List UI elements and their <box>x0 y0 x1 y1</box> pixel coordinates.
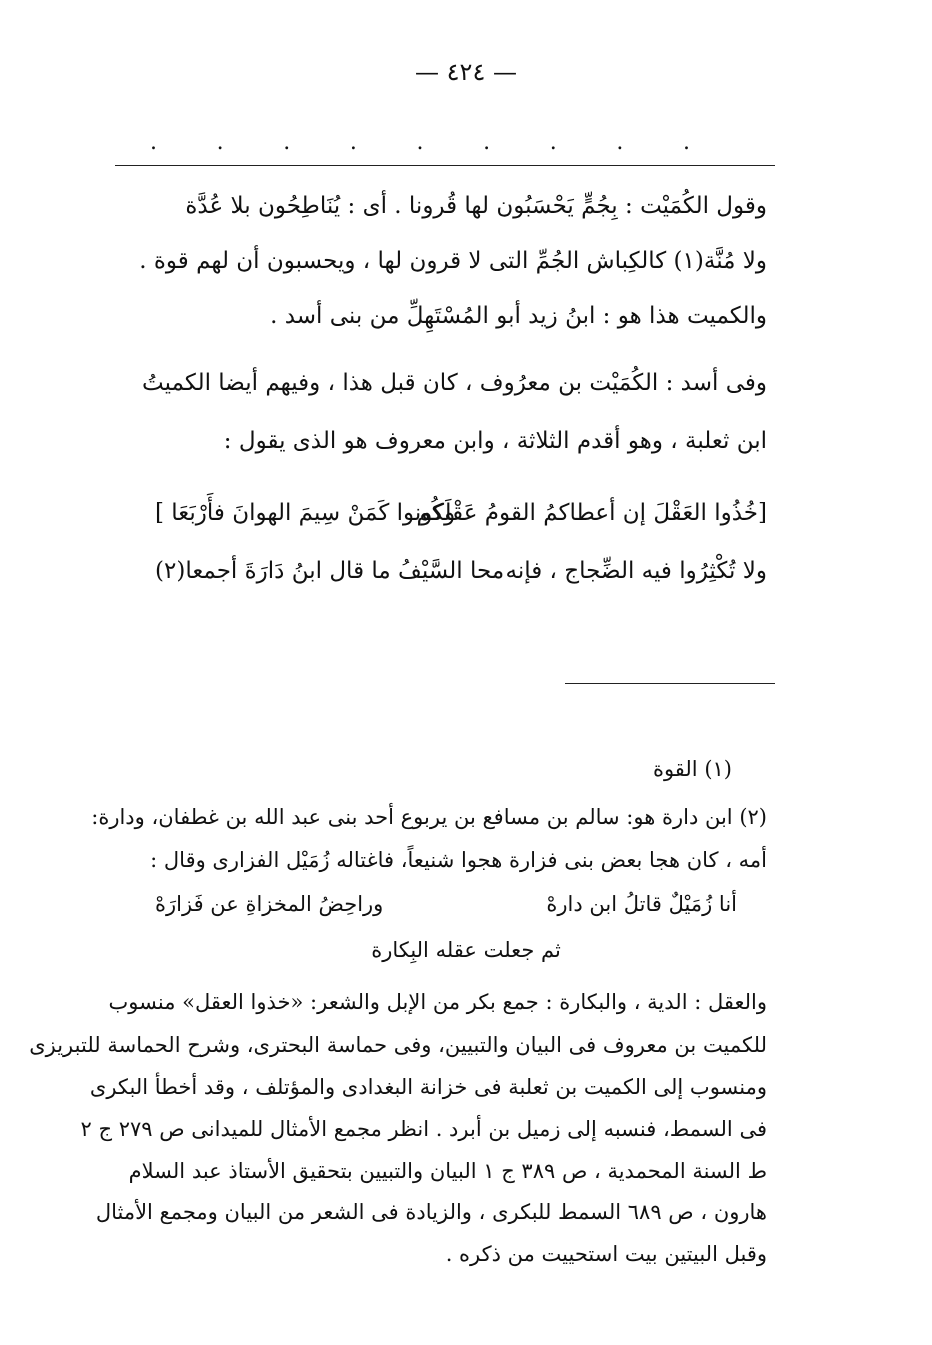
footnote-line: هارون ، ص ٦٨٩ السمط للبكرى ، والزيادة فى الشعر من البيان ومجمع الأمثال <box>95 1200 767 1224</box>
dot: . <box>216 130 224 155</box>
dot: . <box>483 130 491 155</box>
dot: . <box>150 130 157 155</box>
footnote-line: ط السنة المحمدية ، ص ٣٨٩ ج ١ البيان والتبيين بتحقيق الأستاذ عبد السلام <box>128 1159 767 1183</box>
body-line: والكميت هذا هو : ابنُ زيد أبو المُسْتَهِلِّ من بنى أسد . <box>270 303 767 329</box>
footnote-rule <box>565 683 775 684</box>
dot-separator <box>150 132 690 154</box>
body-line: ابن ثعلبة ، وهو أقدم الثلاثة ، وابن معروف هو الذى يقول : <box>223 428 767 454</box>
body-line: وفى أسد : الكُمَيْت بن معرُوف ، كان قبل هذا ، وفيهم أيضا الكميتُ <box>142 370 767 396</box>
dot: . <box>283 130 291 155</box>
footnote-line: للكميت بن معروف فى البيان والتبيين، وفى حماسة البحترى، وشرح الحماسة للتبريزى <box>29 1033 767 1057</box>
dot: . <box>683 130 690 155</box>
footnote-verse-right: أنا زُمَيْلٌ قاتلُ ابن دارهْ <box>546 892 737 916</box>
body-line: وقول الكُمَيْت : بِجُمٍّ يَحْسَبُون لها قُرونا . أى : يُنَاطِحُون بلا عُدَّة <box>185 193 767 219</box>
footnote-line: (٢) ابن دارة هو: سالم بن مسافع بن يربوع أحد بنى عبد الله بن غطفان، ودارة: <box>91 805 767 829</box>
verse-hemistich-right: [خُذُوا العَقْلَ إن أعطاكمُ القومُ عَقْلَكُم <box>416 500 767 526</box>
footnote-line: وقبل البيتين بيت استحييت من ذكره . <box>445 1242 767 1266</box>
dot: . <box>349 130 357 155</box>
footnote-line: ومنسوب إلى الكميت بن ثعلبة فى خزانة البغدادى والمؤتلف ، وقد أخطأ البكرى <box>89 1075 767 1099</box>
footnote-verse-left: وراحِضُ المخزاةِ عن فَزارَهْ <box>155 892 384 916</box>
footnote-1: (١) القوة <box>652 757 732 781</box>
footnote-line: أمه ، كان هجا بعض بنى فزارة هجوا شنيعاً، فاغتاله زُمَيْل الفزارى وقال : <box>150 848 767 872</box>
footnote-verse-centered: ثم جعلت عقله البِكارة <box>371 938 561 962</box>
dot: . <box>416 130 424 155</box>
verse-hemistich-right: ولا تُكْثِرُوا فيه الضِّجاج ، فإنه <box>505 558 767 584</box>
footnote-line: فى السمط، فنسبه إلى زميل بن أبرد . انظر مجمع الأمثال للميدانى ص ٢٧٩ ج ٢ <box>80 1117 767 1141</box>
body-line: ولا مُنَّة(١) كالكِباش الجُمِّ التى لا قرون لها ، ويحسبون أن لهم قوة . <box>139 248 767 274</box>
page-number: — ٤٢٤ — <box>415 58 517 86</box>
dot: . <box>616 130 624 155</box>
dot: . <box>549 130 557 155</box>
verse-hemistich-left: محا السَّيْفُ ما قال ابنُ دَارَةَ أجمعا(٢) <box>155 558 505 584</box>
footnote-line: والعقل : الدية ، والبكارة : جمع بكر من الإبل والشعر: «خذوا العقل» منسوب <box>108 990 767 1014</box>
header-rule <box>115 165 775 166</box>
verse-hemistich-left: وكونوا كَمَنْ سِيمَ الهوانَ فأَرْبَعَا ] <box>155 500 456 526</box>
